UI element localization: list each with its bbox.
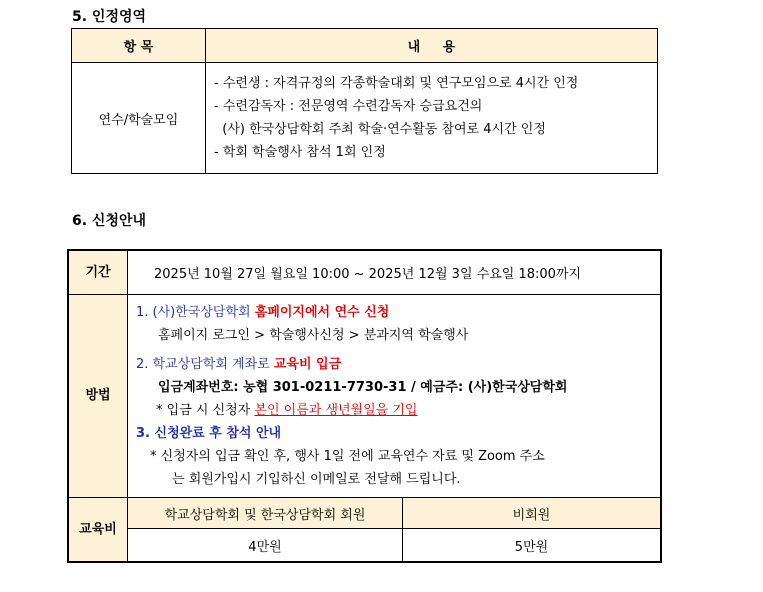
fee-label: 교육비 [68,498,128,563]
step2 [136,353,660,376]
header-content: 내 용 [206,29,658,63]
header-item: 항 목 [72,29,206,63]
row-content [206,63,658,174]
application-table [67,249,662,563]
step2-text: 2. 학교상담학회 계좌로 [136,357,274,372]
fee-nonmember-header: 비회원 [403,498,662,529]
step1 [136,301,660,324]
method-content [128,295,662,498]
fee-nonmember: 5만원 [403,529,662,563]
content-line: - 수련감독자 : 전문영역 수련감독자 승급요건의 [214,99,483,114]
step1-text: 1. (사)한국상담학회 [136,305,255,320]
step3-line2: 는 회원가입시 기입하신 이메일로 전달해 드립니다. [172,472,461,487]
table-row [72,63,658,174]
step3: 3. 신청완료 후 참석 안내 [136,426,282,441]
content-line: - 학회 학술행사 참석 1회 인정 [214,145,386,160]
fee-member-header: 학교상담학회 및 한국상담학회 회원 [128,498,403,529]
recognition-table [71,28,658,174]
step2-highlight: 교육비 입금 [273,357,342,372]
method-label: 방법 [68,295,128,498]
section6-heading: 6. 신청안내 [72,213,147,229]
table-header-row [72,29,658,63]
period-text: 2025년 10월 27일 월요일 10:00 ~ 2025년 12월 3일 수요일 18:00까지 [128,250,662,295]
fee-header-row [68,498,661,529]
step2-account: 입금계좌번호: 농협 301-0211-7730-31 / 예금주: (사)한국상담학회 [158,380,568,395]
step1-detail: 홈페이지 로그인 > 학술행사신청 > 분과지역 학술행사 [158,328,469,343]
content-line: (사) 한국상담학회 주최 학술·연수활동 참여로 4시간 인정 [214,122,546,137]
fee-member: 4만원 [128,529,403,563]
period-row [68,250,661,295]
content-line: - 수련생 : 자격규정의 각종학술대회 및 연구모임으로 4시간 인정 [214,76,579,91]
step1-highlight: 홈페이지에서 연수 신청 [254,305,390,320]
section5-heading: 5. 인정영역 [72,9,147,25]
step2-note-highlight: 본인 이름과 생년월일을 기입 [254,403,418,418]
step2-note [136,399,660,422]
method-row [68,295,661,498]
step2-note-text: * 입금 시 신청자 [156,403,255,418]
period-label: 기간 [68,250,128,295]
step3-line1: * 신청자의 입금 확인 후, 행사 1일 전에 교육연수 자료 및 Zoom 주소 [150,449,545,464]
row-label: 연수/학술모임 [72,63,206,174]
fee-value-row [68,529,661,563]
